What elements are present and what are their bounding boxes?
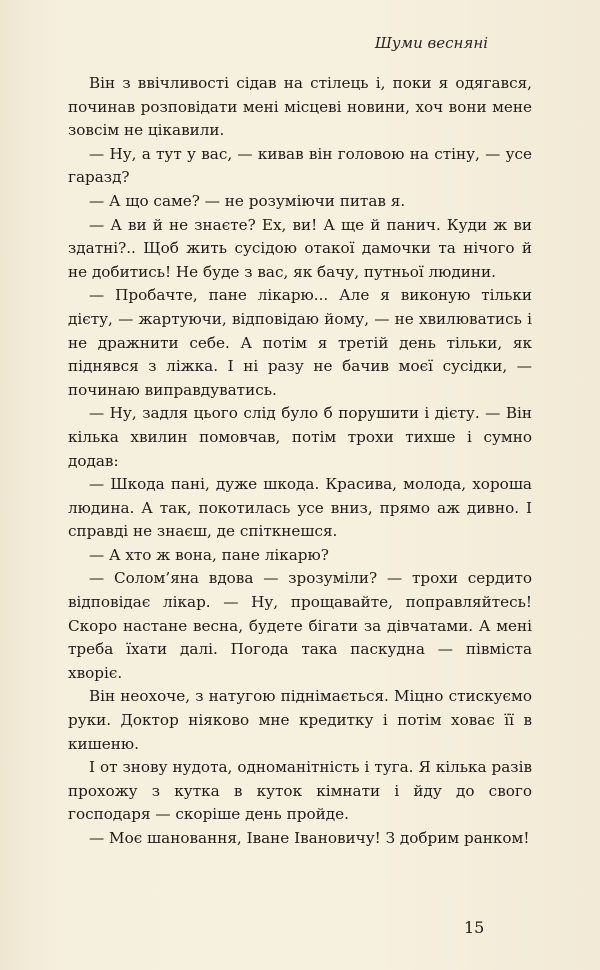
paragraph: — Ну, а тут у вас, — кивав він головою на стіну, — усе гаразд?	[68, 144, 532, 187]
paragraph: — А хто ж вона, пане лікарю?	[89, 545, 329, 564]
paragraph: — Солом’яна вдова — зрозуміли? — трохи сердито відповідає лікар. — Ну, прощавайте, поправляйтесь! Скоро настане весна, будете бігати за дівчатами. А мені треба їхати далі. Погода така паскудна — півміста хворіє.	[68, 569, 532, 682]
paragraph: Він неохоче, з натугою піднімається. Міцно стискуємо руки. Доктор ніяково мне кредитку і потім ховає її в кишеню.	[68, 687, 532, 753]
paragraph: — А що саме? — не розуміючи питав я.	[89, 191, 406, 210]
paragraph: — Моє шановання, Іване Івановичу! З добрим ранком!	[89, 829, 530, 847]
paragraph: — Шкода пані, дуже шкода. Красива, молода, хороша людина. А так, покотилась усе вниз, прямо аж дивно. І справді не знаєш, де спіткнешся.	[68, 475, 532, 541]
paragraph: — Пробачте, пане лікарю... Але я виконую тільки дієту, — жартуючи, відповідаю йому, — не хвилюватись і не дражнити себе. А потім я третій день тільки, як піднявся з ліжка. І ні разу не бачив моєї сусідки, — починаю виправдуватись.	[68, 286, 532, 399]
running-head: Шуми весняні	[374, 34, 488, 52]
body-text	[68, 72, 532, 851]
paragraph: — Ну, задля цього слід було б порушити і дієту. — Він кілька хвилин помовчав, потім трохи тихше і сумно додав:	[68, 404, 532, 470]
paragraph: — А ви й не знаєте? Ех, ви! А ще й панич. Куди ж ви здатні?.. Щоб жить сусідою отакої дамочки та нічого й не добитись! Не буде з вас, як бачу, путньої людини.	[68, 215, 532, 281]
paragraph: Він з ввічливості сідав на стілець і, поки я одягався, починав розповідати мені місцеві новини, хоч вони мене зовсім не цікавили.	[68, 74, 532, 140]
paragraph: І от знову нудота, одноманітність і туга. Я кілька разів прохожу з кутка в куток кімнати і йду до свого господаря — скоріше день пройде.	[68, 758, 532, 824]
page-number: 15	[464, 918, 485, 937]
